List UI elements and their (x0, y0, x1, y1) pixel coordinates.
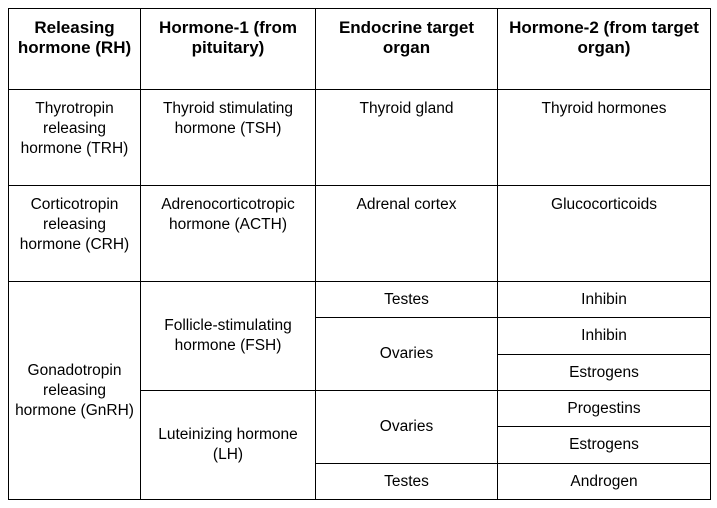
cell-hormone-1: Luteinizing hormone (LH) (141, 391, 316, 500)
header-releasing-hormone: Releasing hormone (RH) (9, 9, 141, 90)
cell-rh: Thyrotropin releasing hormone (TRH) (9, 90, 141, 186)
table-header-row (9, 9, 711, 90)
table-row (9, 186, 711, 282)
cell-hormone-2: Estrogens (498, 427, 711, 464)
cell-organ: Testes (316, 282, 498, 318)
header-hormone-1: Hormone-1 (from pituitary) (141, 9, 316, 90)
cell-hormone-1: Adrenocorticotropic hormone (ACTH) (141, 186, 316, 282)
cell-organ: Adrenal cortex (316, 186, 498, 282)
cell-organ: Ovaries (316, 391, 498, 464)
cell-organ: Ovaries (316, 318, 498, 391)
table-row (9, 90, 711, 186)
cell-hormone-2: Inhibin (498, 318, 711, 355)
cell-hormone-2: Glucocorticoids (498, 186, 711, 282)
table-row (9, 282, 711, 318)
header-target-organ: Endocrine target organ (316, 9, 498, 90)
cell-hormone-2: Inhibin (498, 282, 711, 318)
header-hormone-2: Hormone-2 (from target organ) (498, 9, 711, 90)
cell-hormone-2: Androgen (498, 464, 711, 500)
cell-rh: Corticotropin releasing hormone (CRH) (9, 186, 141, 282)
cell-hormone-1: Thyroid stimulating hormone (TSH) (141, 90, 316, 186)
cell-organ: Testes (316, 464, 498, 500)
cell-hormone-2: Estrogens (498, 355, 711, 391)
cell-hormone-2: Thyroid hormones (498, 90, 711, 186)
cell-organ: Thyroid gland (316, 90, 498, 186)
cell-hormone-1: Follicle-stimulating hormone (FSH) (141, 282, 316, 391)
cell-rh: Gonadotropin releasing hormone (GnRH) (9, 282, 141, 500)
cell-hormone-2: Progestins (498, 391, 711, 427)
hormone-table (8, 8, 711, 500)
